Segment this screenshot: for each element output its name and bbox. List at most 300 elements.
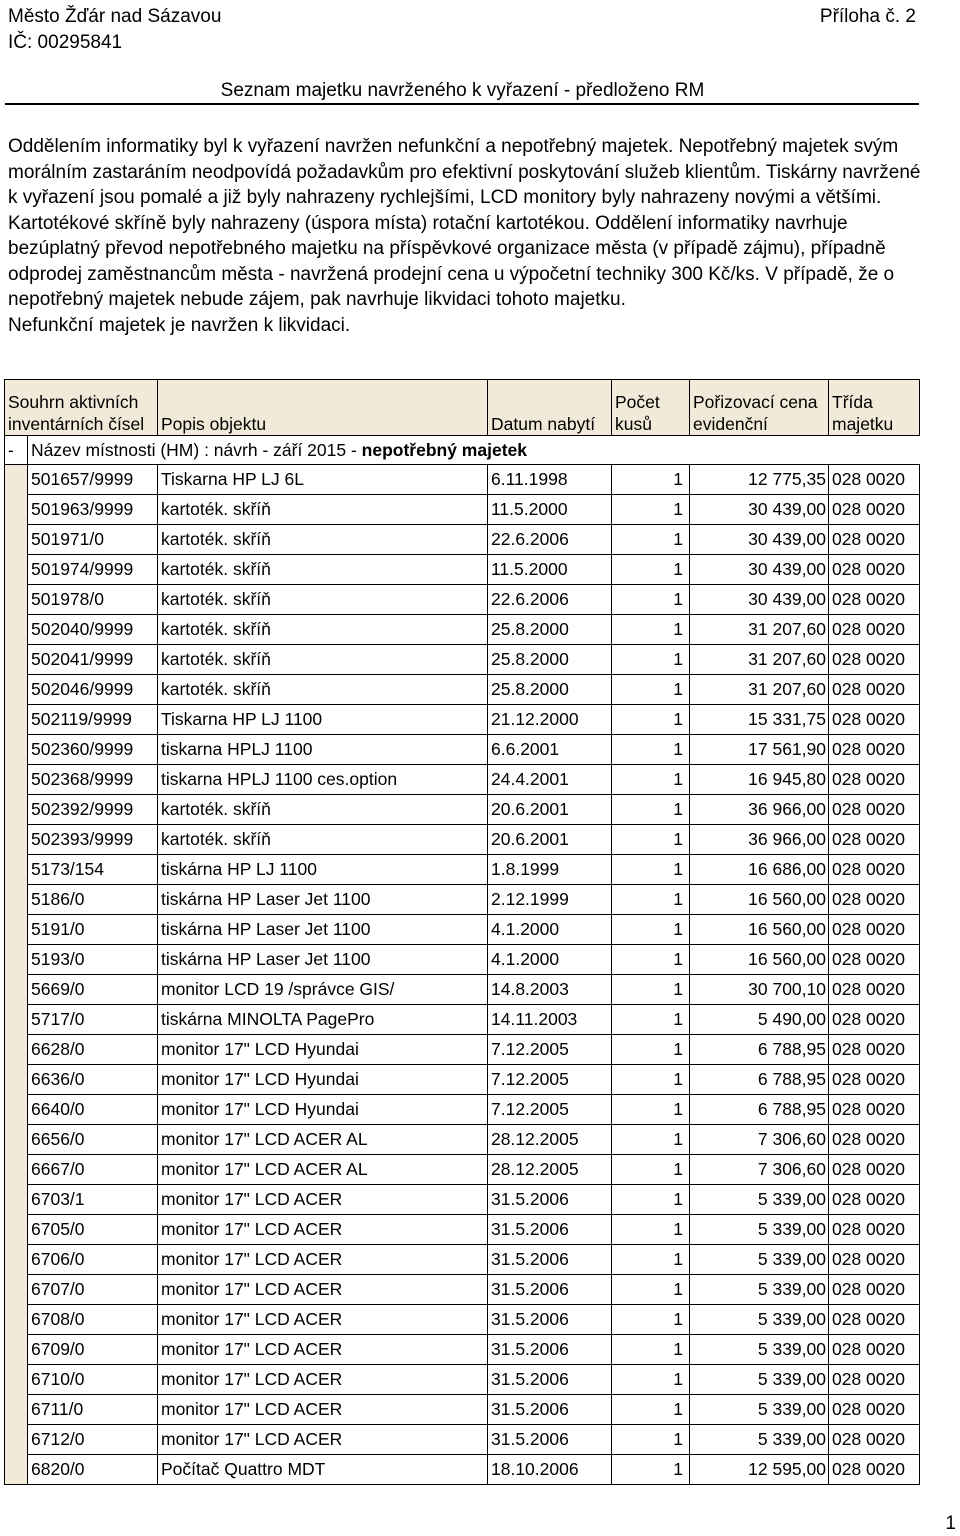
cell-inventory-number: 6640/0 (28, 1095, 158, 1125)
cell-price: 16 945,80 (690, 765, 829, 795)
cell-date: 7.12.2005 (488, 1065, 612, 1095)
cell-date: 14.11.2003 (488, 1005, 612, 1035)
cell-asset-class: 028 0020 (829, 495, 920, 525)
cell-date: 25.8.2000 (488, 675, 612, 705)
col-header-price (690, 380, 829, 436)
cell-quantity: 1 (612, 855, 690, 885)
asset-table (4, 379, 920, 1485)
cell-quantity: 1 (612, 885, 690, 915)
cell-price: 31 207,60 (690, 675, 829, 705)
cell-quantity: 1 (612, 705, 690, 735)
cell-price: 5 339,00 (690, 1185, 829, 1215)
cell-inventory-number: 502392/9999 (28, 795, 158, 825)
cell-date: 20.6.2001 (488, 825, 612, 855)
table-row (5, 1185, 920, 1215)
table-row (5, 1095, 920, 1125)
cell-inventory-number: 502040/9999 (28, 615, 158, 645)
table-row (5, 1455, 920, 1485)
cell-description: monitor 17" LCD ACER (158, 1245, 488, 1275)
cell-description: monitor 17" LCD ACER AL (158, 1125, 488, 1155)
cell-price: 30 439,00 (690, 525, 829, 555)
row-indent-cell (5, 1065, 28, 1095)
cell-asset-class: 028 0020 (829, 1215, 920, 1245)
cell-asset-class: 028 0020 (829, 945, 920, 975)
cell-description: kartoték. skříň (158, 795, 488, 825)
cell-quantity: 1 (612, 975, 690, 1005)
cell-inventory-number: 6628/0 (28, 1035, 158, 1065)
row-indent-cell (5, 615, 28, 645)
cell-description: kartoték. skříň (158, 675, 488, 705)
cell-description: Počítač Quattro MDT (158, 1455, 488, 1485)
cell-price: 5 339,00 (690, 1215, 829, 1245)
cell-asset-class: 028 0020 (829, 675, 920, 705)
intro-text (8, 134, 923, 338)
cell-description: tiskarna HPLJ 1100 (158, 735, 488, 765)
cell-date: 25.8.2000 (488, 645, 612, 675)
cell-date: 31.5.2006 (488, 1185, 612, 1215)
row-indent-cell (5, 465, 28, 495)
col-header-quantity-line1: Počet (615, 392, 660, 412)
cell-asset-class: 028 0020 (829, 555, 920, 585)
appendix-label: Příloha č. 2 (819, 6, 916, 27)
cell-asset-class: 028 0020 (829, 1155, 920, 1185)
cell-quantity: 1 (612, 1365, 690, 1395)
cell-quantity: 1 (612, 1005, 690, 1035)
cell-asset-class: 028 0020 (829, 1455, 920, 1485)
cell-asset-class: 028 0020 (829, 705, 920, 735)
cell-price: 16 686,00 (690, 855, 829, 885)
cell-inventory-number: 502119/9999 (28, 705, 158, 735)
row-indent-cell (5, 765, 28, 795)
row-indent-cell (5, 855, 28, 885)
cell-quantity: 1 (612, 675, 690, 705)
table-row (5, 885, 920, 915)
table-row (5, 975, 920, 1005)
cell-inventory-number: 501963/9999 (28, 495, 158, 525)
cell-asset-class: 028 0020 (829, 465, 920, 495)
col-header-inventory-line2: inventárních čísel (8, 414, 145, 434)
cell-price: 36 966,00 (690, 825, 829, 855)
cell-price: 31 207,60 (690, 615, 829, 645)
row-indent-cell (5, 1125, 28, 1155)
table-row (5, 1155, 920, 1185)
row-indent-cell (5, 555, 28, 585)
cell-asset-class: 028 0020 (829, 1095, 920, 1125)
intro-paragraph: Oddělením informatiky byl k vyřazení navržen nefunkční a nepotřebný majetek. Nepotřebný majetek svým morálním zastaráním neodpovídá požadavkům pro efektivní poskytování služeb klientům. Tiskárny navržené k vyřazení jsou pomalé a již byly nahrazeny rychlejšími, LCD monitory byly nahrazeny novými a většími. Kartotékové skříně byly nahrazeny (úspora místa) rotační kartotékou. Oddělení informatiky navrhuje bezúplatný převod nepotřebného majetku na příspěvkové organizace města (v případě zájmu), případně odprodej zaměstnancům města - navržená prodejní cena u výpočetní techniky 300 Kč/ks. V případě, že o nepotřebný majetek nebude zájem, pak navrhuje likvidaci tohoto majetku. (8, 136, 921, 310)
row-indent-cell (5, 1455, 28, 1485)
cell-description: kartoték. skříň (158, 645, 488, 675)
table-row (5, 735, 920, 765)
group-row (5, 436, 920, 465)
cell-quantity: 1 (612, 1455, 690, 1485)
group-label-text: Název místnosti (HM) : návrh - září 2015 - (31, 439, 362, 460)
cell-inventory-number: 6820/0 (28, 1455, 158, 1485)
cell-inventory-number: 6708/0 (28, 1305, 158, 1335)
cell-quantity: 1 (612, 1155, 690, 1185)
cell-description: kartoték. skříň (158, 615, 488, 645)
cell-date: 21.12.2000 (488, 705, 612, 735)
cell-description: monitor 17" LCD ACER (158, 1395, 488, 1425)
cell-price: 15 331,75 (690, 705, 829, 735)
table-row (5, 645, 920, 675)
table-row (5, 705, 920, 735)
table-row (5, 1215, 920, 1245)
cell-price: 6 788,95 (690, 1095, 829, 1125)
cell-inventory-number: 502041/9999 (28, 645, 158, 675)
cell-description: monitor 17" LCD ACER (158, 1335, 488, 1365)
row-indent-cell (5, 645, 28, 675)
cell-price: 17 561,90 (690, 735, 829, 765)
cell-inventory-number: 6711/0 (28, 1395, 158, 1425)
cell-quantity: 1 (612, 1125, 690, 1155)
table-row (5, 1245, 920, 1275)
cell-inventory-number: 6706/0 (28, 1245, 158, 1275)
table-row (5, 855, 920, 885)
cell-date: 11.5.2000 (488, 555, 612, 585)
table-row (5, 495, 920, 525)
cell-description: tiskarna HPLJ 1100 ces.option (158, 765, 488, 795)
cell-description: monitor 17" LCD Hyundai (158, 1065, 488, 1095)
cell-date: 24.4.2001 (488, 765, 612, 795)
cell-date: 6.11.1998 (488, 465, 612, 495)
col-header-quantity-line2: kusů (615, 414, 652, 434)
cell-quantity: 1 (612, 1305, 690, 1335)
cell-asset-class: 028 0020 (829, 1305, 920, 1335)
cell-quantity: 1 (612, 1335, 690, 1365)
cell-asset-class: 028 0020 (829, 795, 920, 825)
cell-description: monitor 17" LCD Hyundai (158, 1095, 488, 1125)
table-header-row (5, 380, 920, 436)
col-header-class-line1: Třída (832, 392, 873, 412)
cell-quantity: 1 (612, 735, 690, 765)
cell-inventory-number: 5173/154 (28, 855, 158, 885)
cell-asset-class: 028 0020 (829, 645, 920, 675)
cell-price: 5 339,00 (690, 1275, 829, 1305)
title-underline (5, 103, 919, 105)
col-header-class-line2: majetku (832, 414, 894, 434)
cell-inventory-number: 5193/0 (28, 945, 158, 975)
cell-date: 11.5.2000 (488, 495, 612, 525)
cell-asset-class: 028 0020 (829, 1125, 920, 1155)
cell-asset-class: 028 0020 (829, 1185, 920, 1215)
row-indent-cell (5, 1335, 28, 1365)
cell-inventory-number: 6709/0 (28, 1335, 158, 1365)
cell-description: kartoték. skříň (158, 825, 488, 855)
cell-description: kartoték. skříň (158, 585, 488, 615)
table-row (5, 1275, 920, 1305)
cell-date: 28.12.2005 (488, 1125, 612, 1155)
row-indent-cell (5, 1185, 28, 1215)
col-header-description-text: Popis objektu (161, 414, 267, 434)
cell-description: tiskárna MINOLTA PagePro (158, 1005, 488, 1035)
col-header-price-line2: evidenční (693, 414, 768, 434)
row-indent-cell (5, 825, 28, 855)
table-row (5, 795, 920, 825)
row-indent-cell (5, 1425, 28, 1455)
cell-date: 7.12.2005 (488, 1035, 612, 1065)
cell-description: monitor 17" LCD ACER (158, 1275, 488, 1305)
cell-quantity: 1 (612, 525, 690, 555)
cell-quantity: 1 (612, 765, 690, 795)
row-indent-cell (5, 675, 28, 705)
col-header-description (158, 380, 488, 436)
table-row (5, 1005, 920, 1035)
table-row (5, 1395, 920, 1425)
cell-asset-class: 028 0020 (829, 1005, 920, 1035)
cell-description: tiskárna HP Laser Jet 1100 (158, 915, 488, 945)
cell-date: 31.5.2006 (488, 1395, 612, 1425)
cell-asset-class: 028 0020 (829, 1395, 920, 1425)
cell-inventory-number: 502046/9999 (28, 675, 158, 705)
cell-price: 30 700,10 (690, 975, 829, 1005)
cell-description: monitor LCD 19 /správce GIS/ (158, 975, 488, 1005)
cell-description: monitor 17" LCD ACER (158, 1305, 488, 1335)
cell-description: monitor 17" LCD ACER (158, 1185, 488, 1215)
row-indent-cell (5, 1275, 28, 1305)
table-row (5, 915, 920, 945)
group-label (28, 436, 920, 465)
cell-asset-class: 028 0020 (829, 885, 920, 915)
cell-asset-class: 028 0020 (829, 975, 920, 1005)
cell-asset-class: 028 0020 (829, 1275, 920, 1305)
table-row (5, 1125, 920, 1155)
row-indent-cell (5, 1095, 28, 1125)
cell-price: 5 490,00 (690, 1005, 829, 1035)
cell-asset-class: 028 0020 (829, 1035, 920, 1065)
cell-inventory-number: 5186/0 (28, 885, 158, 915)
table-row (5, 1425, 920, 1455)
cell-asset-class: 028 0020 (829, 585, 920, 615)
cell-asset-class: 028 0020 (829, 1065, 920, 1095)
cell-date: 20.6.2001 (488, 795, 612, 825)
cell-date: 28.12.2005 (488, 1155, 612, 1185)
cell-description: kartoték. skříň (158, 525, 488, 555)
cell-quantity: 1 (612, 1095, 690, 1125)
row-indent-cell (5, 795, 28, 825)
cell-date: 7.12.2005 (488, 1095, 612, 1125)
cell-description: tiskárna HP Laser Jet 1100 (158, 945, 488, 975)
cell-quantity: 1 (612, 1275, 690, 1305)
cell-quantity: 1 (612, 915, 690, 945)
cell-description: Tiskarna HP LJ 6L (158, 465, 488, 495)
cell-inventory-number: 6707/0 (28, 1275, 158, 1305)
table-row (5, 1035, 920, 1065)
row-indent-cell (5, 525, 28, 555)
cell-quantity: 1 (612, 1035, 690, 1065)
col-header-price-line1: Pořizovací cena (693, 392, 818, 412)
cell-date: 31.5.2006 (488, 1275, 612, 1305)
cell-date: 18.10.2006 (488, 1455, 612, 1485)
cell-inventory-number: 501971/0 (28, 525, 158, 555)
row-indent-cell (5, 1215, 28, 1245)
cell-date: 6.6.2001 (488, 735, 612, 765)
table-row (5, 1305, 920, 1335)
row-indent-cell (5, 735, 28, 765)
cell-quantity: 1 (612, 555, 690, 585)
cell-quantity: 1 (612, 615, 690, 645)
table-row (5, 1335, 920, 1365)
table-row (5, 465, 920, 495)
cell-inventory-number: 502360/9999 (28, 735, 158, 765)
row-indent-cell (5, 1005, 28, 1035)
cell-quantity: 1 (612, 795, 690, 825)
cell-description: monitor 17" LCD ACER AL (158, 1155, 488, 1185)
cell-price: 16 560,00 (690, 945, 829, 975)
intro-paragraph-final: Nefunkční majetek je navržen k likvidaci. (8, 314, 351, 336)
table-row (5, 945, 920, 975)
row-indent-cell (5, 585, 28, 615)
cell-asset-class: 028 0020 (829, 735, 920, 765)
cell-date: 31.5.2006 (488, 1245, 612, 1275)
cell-date: 2.12.1999 (488, 885, 612, 915)
table-row (5, 1065, 920, 1095)
cell-inventory-number: 501978/0 (28, 585, 158, 615)
cell-asset-class: 028 0020 (829, 765, 920, 795)
cell-asset-class: 028 0020 (829, 1425, 920, 1455)
cell-asset-class: 028 0020 (829, 1245, 920, 1275)
cell-description: kartoték. skříň (158, 495, 488, 525)
table-row (5, 555, 920, 585)
cell-price: 7 306,60 (690, 1155, 829, 1185)
cell-quantity: 1 (612, 1185, 690, 1215)
cell-asset-class: 028 0020 (829, 1335, 920, 1365)
cell-quantity: 1 (612, 1395, 690, 1425)
cell-inventory-number: 6667/0 (28, 1155, 158, 1185)
cell-inventory-number: 5669/0 (28, 975, 158, 1005)
cell-price: 6 788,95 (690, 1065, 829, 1095)
table-row (5, 675, 920, 705)
cell-description: Tiskarna HP LJ 1100 (158, 705, 488, 735)
col-header-quantity (612, 380, 690, 436)
cell-inventory-number: 5717/0 (28, 1005, 158, 1035)
table-row (5, 585, 920, 615)
cell-quantity: 1 (612, 645, 690, 675)
ic-number: IČ: 00295841 (8, 32, 123, 53)
cell-quantity: 1 (612, 1215, 690, 1245)
cell-date: 31.5.2006 (488, 1335, 612, 1365)
cell-date: 4.1.2000 (488, 915, 612, 945)
cell-price: 5 339,00 (690, 1245, 829, 1275)
cell-inventory-number: 501657/9999 (28, 465, 158, 495)
row-indent-cell (5, 1035, 28, 1065)
cell-price: 5 339,00 (690, 1305, 829, 1335)
cell-date: 31.5.2006 (488, 1425, 612, 1455)
cell-asset-class: 028 0020 (829, 915, 920, 945)
cell-price: 5 339,00 (690, 1425, 829, 1455)
cell-asset-class: 028 0020 (829, 825, 920, 855)
row-indent-cell (5, 945, 28, 975)
cell-inventory-number: 6703/1 (28, 1185, 158, 1215)
cell-price: 7 306,60 (690, 1125, 829, 1155)
cell-price: 31 207,60 (690, 645, 829, 675)
cell-inventory-number: 5191/0 (28, 915, 158, 945)
cell-date: 4.1.2000 (488, 945, 612, 975)
cell-quantity: 1 (612, 465, 690, 495)
cell-description: monitor 17" LCD ACER (158, 1365, 488, 1395)
cell-quantity: 1 (612, 1065, 690, 1095)
cell-price: 30 439,00 (690, 585, 829, 615)
row-indent-cell (5, 885, 28, 915)
cell-price: 5 339,00 (690, 1335, 829, 1365)
cell-date: 31.5.2006 (488, 1305, 612, 1335)
cell-price: 30 439,00 (690, 555, 829, 585)
cell-inventory-number: 6705/0 (28, 1215, 158, 1245)
table-row (5, 1365, 920, 1395)
cell-date: 14.8.2003 (488, 975, 612, 1005)
row-indent-cell (5, 1395, 28, 1425)
row-indent-cell (5, 1155, 28, 1185)
cell-inventory-number: 6636/0 (28, 1065, 158, 1095)
cell-date: 22.6.2006 (488, 585, 612, 615)
page-number: 1 (945, 1513, 956, 1534)
cell-inventory-number: 6656/0 (28, 1125, 158, 1155)
cell-description: tiskárna HP Laser Jet 1100 (158, 885, 488, 915)
row-indent-cell (5, 975, 28, 1005)
row-indent-cell (5, 1305, 28, 1335)
cell-price: 12 775,35 (690, 465, 829, 495)
cell-description: monitor 17" LCD Hyundai (158, 1035, 488, 1065)
cell-inventory-number: 6710/0 (28, 1365, 158, 1395)
col-header-inventory (5, 380, 158, 436)
cell-quantity: 1 (612, 825, 690, 855)
row-indent-cell (5, 1365, 28, 1395)
cell-quantity: 1 (612, 1245, 690, 1275)
cell-price: 5 339,00 (690, 1395, 829, 1425)
cell-date: 31.5.2006 (488, 1215, 612, 1245)
cell-price: 6 788,95 (690, 1035, 829, 1065)
cell-description: monitor 17" LCD ACER (158, 1425, 488, 1455)
row-indent-cell (5, 495, 28, 525)
cell-date: 31.5.2006 (488, 1365, 612, 1395)
cell-asset-class: 028 0020 (829, 855, 920, 885)
table-row (5, 765, 920, 795)
cell-asset-class: 028 0020 (829, 1365, 920, 1395)
cell-asset-class: 028 0020 (829, 525, 920, 555)
cell-description: kartoték. skříň (158, 555, 488, 585)
cell-date: 1.8.1999 (488, 855, 612, 885)
cell-inventory-number: 501974/9999 (28, 555, 158, 585)
cell-inventory-number: 6712/0 (28, 1425, 158, 1455)
cell-description: tiskárna HP LJ 1100 (158, 855, 488, 885)
row-indent-cell (5, 1245, 28, 1275)
cell-description: monitor 17" LCD ACER (158, 1215, 488, 1245)
document-title: Seznam majetku navrženého k vyřazení - předloženo RM (220, 80, 705, 101)
table-row (5, 525, 920, 555)
cell-inventory-number: 502368/9999 (28, 765, 158, 795)
row-indent-cell (5, 915, 28, 945)
cell-asset-class: 028 0020 (829, 615, 920, 645)
cell-price: 5 339,00 (690, 1365, 829, 1395)
cell-price: 30 439,00 (690, 495, 829, 525)
col-header-date (488, 380, 612, 436)
cell-date: 25.8.2000 (488, 615, 612, 645)
cell-price: 16 560,00 (690, 915, 829, 945)
group-marker: - (5, 436, 28, 465)
cell-quantity: 1 (612, 945, 690, 975)
group-label-bold: nepotřebný majetek (361, 439, 527, 460)
table-row (5, 615, 920, 645)
cell-quantity: 1 (612, 495, 690, 525)
cell-date: 22.6.2006 (488, 525, 612, 555)
cell-inventory-number: 502393/9999 (28, 825, 158, 855)
city-name: Město Žďár nad Sázavou (8, 6, 222, 27)
cell-quantity: 1 (612, 585, 690, 615)
col-header-class (829, 380, 920, 436)
row-indent-cell (5, 705, 28, 735)
cell-quantity: 1 (612, 1425, 690, 1455)
cell-price: 12 595,00 (690, 1455, 829, 1485)
document-header-left (8, 4, 221, 56)
